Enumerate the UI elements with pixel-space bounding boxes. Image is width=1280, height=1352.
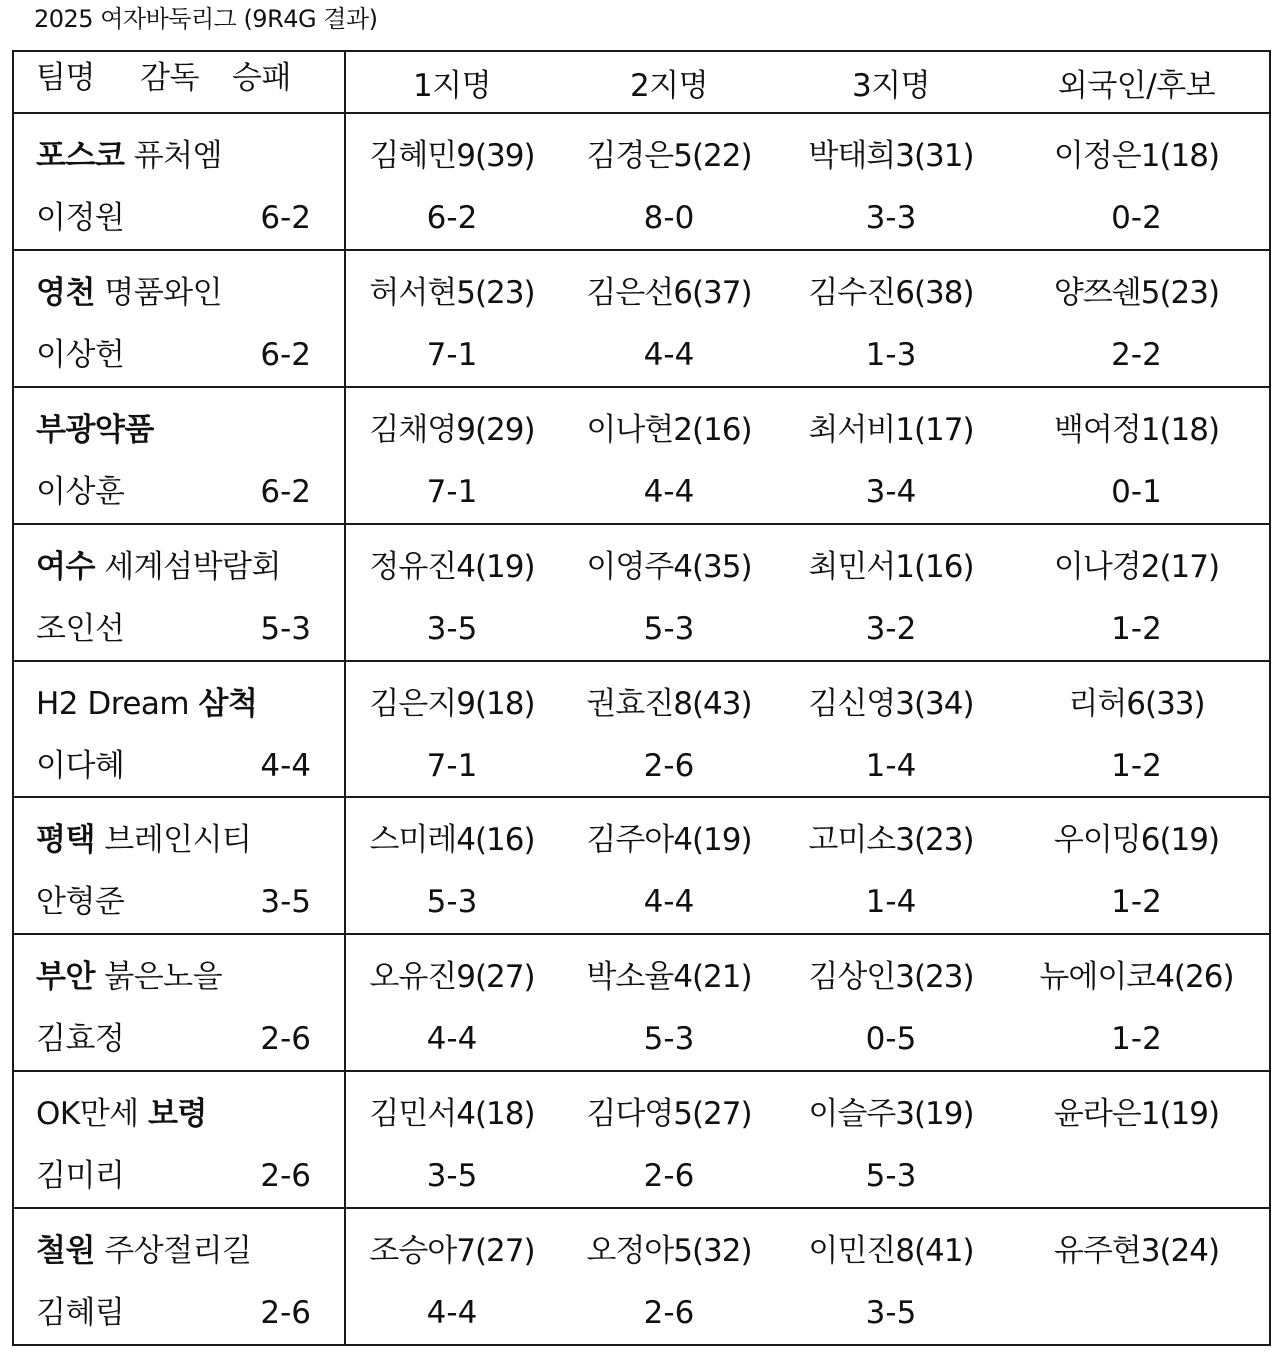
team-cell [13, 661, 345, 798]
player-record: 0-5 [865, 1021, 917, 1058]
player-name: 박태희3(31) [808, 138, 974, 174]
player-name: 박소율4(21) [586, 959, 752, 996]
player-name: 김채영9(29) [369, 411, 535, 448]
header-team-cell [13, 51, 345, 113]
team-name [36, 134, 222, 178]
player-entry [558, 388, 780, 523]
player-name: 우이밍6(19) [1053, 822, 1220, 859]
players-cell [345, 387, 1270, 524]
player-record: 5-3 [643, 1021, 695, 1058]
header-team: 팀명 [36, 60, 95, 96]
players-cell [345, 934, 1270, 1071]
player-name: 김상인3(23) [808, 959, 974, 996]
player-entry [558, 1072, 780, 1207]
player-entry [1002, 251, 1271, 386]
player-entry [780, 525, 1002, 660]
team-record: 2-6 [260, 1021, 311, 1058]
player-record: 1-4 [865, 884, 917, 921]
player-name: 백여정1(18) [1053, 411, 1220, 448]
player-record: 4-4 [643, 473, 695, 510]
team-name-bold: 포스코 [36, 138, 125, 174]
player-entry [346, 251, 558, 386]
player-entry [346, 662, 558, 797]
player-entry [1002, 1072, 1271, 1207]
team-name-bold: 영천 [36, 274, 95, 311]
team-name-rest: 브레인시티 [94, 822, 252, 859]
player-name: 이정은1(18) [1053, 138, 1220, 174]
player-entry [558, 798, 780, 933]
team-name-rest: 퓨처엠 [124, 138, 223, 174]
players-cell [345, 524, 1270, 661]
player-entry [780, 798, 1002, 933]
player-record: 5-3 [426, 884, 478, 921]
player-record: 3-5 [865, 1295, 917, 1331]
player-entry [780, 388, 1002, 523]
coach-name: 김미리 [36, 1158, 125, 1195]
coach-name: 이다혜 [36, 747, 125, 784]
player-entry [780, 251, 1002, 386]
team-name-bold: 부안 [36, 959, 95, 996]
player-record: 3-5 [426, 610, 478, 647]
team-name [36, 271, 222, 315]
player-record: 3-4 [865, 473, 917, 510]
player-name: 오정아5(32) [586, 1233, 752, 1269]
player-name: 정유진4(19) [369, 548, 535, 585]
player-entry [558, 525, 780, 660]
team-name-bold: 평택 [36, 822, 95, 859]
player-name: 이나현2(16) [586, 411, 752, 448]
player-name: 오유진9(27) [369, 959, 535, 996]
player-record: 1-2 [1111, 884, 1162, 921]
player-record: 2-6 [643, 747, 695, 784]
player-entry [558, 114, 780, 249]
player-entry [558, 662, 780, 797]
team-name-bold: 철원 [36, 1233, 95, 1269]
player-name: 이슬주3(19) [808, 1096, 974, 1133]
player-name: 조승아7(27) [369, 1233, 535, 1269]
team-record: 6-2 [260, 473, 311, 510]
player-record: 5-3 [643, 610, 695, 647]
team-cell [13, 250, 345, 387]
team-row [13, 797, 1270, 934]
player-entry [558, 251, 780, 386]
player-name: 양쯔쉔5(23) [1053, 274, 1220, 311]
player-record: 3-3 [865, 200, 917, 236]
player-name: 김주아4(19) [586, 822, 752, 859]
team-cell [13, 797, 345, 934]
players-cell [345, 1071, 1270, 1208]
header-pick-3: 3지명 [851, 67, 931, 104]
player-record: 1-3 [865, 336, 917, 373]
team-name-rest: 명품와인 [94, 274, 223, 311]
team-name-bold: 여수 [36, 548, 95, 585]
player-record: 7-1 [426, 336, 478, 373]
player-entry [1002, 798, 1271, 933]
team-cell [13, 1071, 345, 1208]
coach-name: 김효정 [36, 1021, 125, 1058]
team-record: 2-6 [260, 1295, 311, 1331]
coach-name: 이상훈 [36, 473, 125, 510]
team-record: 4-4 [260, 747, 311, 784]
team-name-rest: 주상절리길 [94, 1233, 252, 1269]
player-record: 1-2 [1111, 610, 1162, 647]
team-name [36, 1092, 207, 1136]
team-row [13, 387, 1270, 524]
player-entry [346, 798, 558, 933]
header-pick-2: 2지명 [629, 67, 709, 104]
team-name [36, 682, 257, 726]
coach-name: 안형준 [36, 884, 125, 921]
player-record: 2-6 [643, 1158, 695, 1195]
header-row [13, 51, 1270, 113]
player-entry [558, 1209, 780, 1344]
player-entry [1002, 388, 1271, 523]
player-name: 김경은5(22) [586, 138, 752, 174]
team-name [36, 818, 252, 862]
team-record: 2-6 [260, 1158, 311, 1195]
coach-name: 이정원 [36, 200, 125, 236]
team-name [36, 1229, 252, 1273]
player-entry [346, 388, 558, 523]
team-row [13, 661, 1270, 798]
player-entry [346, 525, 558, 660]
header-foreign-reserve: 외국인/후보 [1057, 67, 1216, 104]
coach-name: 김혜림 [36, 1295, 125, 1331]
player-entry [1002, 662, 1271, 797]
players-cell [345, 661, 1270, 798]
team-row [13, 524, 1270, 661]
player-entry [558, 935, 780, 1070]
team-record: 3-5 [260, 884, 311, 921]
player-name: 허서현5(23) [369, 274, 535, 311]
player-entry [780, 662, 1002, 797]
player-name: 유주현3(24) [1053, 1233, 1220, 1269]
team-name [36, 955, 222, 999]
player-entry [780, 114, 1002, 249]
team-name-bold: 삼척 [198, 685, 258, 722]
player-name: 윤라은1(19) [1053, 1096, 1220, 1133]
team-cell [13, 1208, 345, 1345]
team-record: 5-3 [260, 610, 311, 647]
results-table [12, 50, 1271, 1346]
player-name: 김은지9(18) [369, 685, 535, 722]
player-record: 4-4 [643, 336, 695, 373]
team-row [13, 1208, 1270, 1345]
coach-name: 이상헌 [36, 336, 125, 373]
player-record: 4-4 [426, 1021, 478, 1058]
player-entry [780, 935, 1002, 1070]
player-record: 2-2 [1111, 336, 1162, 373]
player-entry [346, 935, 558, 1070]
player-entry [780, 1209, 1002, 1344]
header-record: 승패 [232, 60, 291, 96]
player-entry [346, 1072, 558, 1207]
player-record: 5-3 [865, 1158, 917, 1195]
player-name: 이영주4(35) [586, 548, 752, 585]
players-cell [345, 113, 1270, 250]
player-record: 8-0 [643, 200, 695, 236]
team-name [36, 408, 154, 452]
player-entry [1002, 935, 1271, 1070]
player-record: 2-6 [643, 1295, 695, 1331]
player-name: 최서비1(17) [808, 411, 974, 448]
player-name: 이나경2(17) [1053, 548, 1220, 585]
header-pick-1: 1지명 [412, 67, 492, 104]
player-name: 뉴에이코4(26) [1039, 959, 1234, 996]
player-name: 김은선6(37) [586, 274, 752, 311]
player-name: 최민서1(16) [808, 548, 974, 585]
players-cell [345, 797, 1270, 934]
player-entry [780, 1072, 1002, 1207]
player-name: 리허6(33) [1068, 685, 1205, 722]
team-name-rest: 붉은노을 [94, 959, 223, 996]
player-entry [1002, 114, 1271, 249]
team-row [13, 113, 1270, 250]
player-entry [1002, 525, 1271, 660]
team-cell [13, 934, 345, 1071]
player-record: 7-1 [426, 747, 478, 784]
team-row [13, 250, 1270, 387]
player-record: 0-2 [1111, 200, 1162, 236]
player-record: 1-2 [1111, 1021, 1162, 1058]
team-name-rest: OK만세 [36, 1096, 148, 1133]
player-name: 고미소3(23) [808, 822, 974, 859]
team-name-bold: 보령 [147, 1096, 207, 1133]
player-record: 0-1 [1111, 473, 1162, 510]
team-name-rest: 세계섬박람회 [94, 548, 281, 585]
player-entry [346, 114, 558, 249]
player-record: 3-5 [426, 1158, 478, 1195]
player-name: 김민서4(18) [369, 1096, 535, 1133]
player-record: 7-1 [426, 473, 478, 510]
player-record: 4-4 [643, 884, 695, 921]
player-name: 김신영3(34) [808, 685, 974, 722]
players-cell [345, 250, 1270, 387]
player-entry [1002, 1209, 1271, 1344]
team-row [13, 934, 1270, 1071]
players-cell [345, 1208, 1270, 1345]
player-record: 6-2 [426, 200, 478, 236]
player-name: 김혜민9(39) [369, 138, 535, 174]
team-row [13, 1071, 1270, 1208]
player-record: 4-4 [426, 1295, 478, 1331]
team-name-rest: H2 Dream [36, 685, 199, 722]
player-name: 이민진8(41) [808, 1233, 974, 1269]
player-name: 김다영5(27) [586, 1096, 752, 1133]
team-record: 6-2 [260, 200, 311, 236]
player-name: 권효진8(43) [586, 685, 752, 722]
header-coach: 감독 [140, 60, 199, 96]
player-record: 1-4 [865, 747, 917, 784]
header-players-cell [345, 51, 1270, 113]
player-record: 3-2 [865, 610, 917, 647]
team-name [36, 545, 281, 589]
coach-name: 조인선 [36, 610, 125, 647]
player-name: 스미레4(16) [369, 822, 535, 859]
player-name: 김수진6(38) [808, 274, 974, 311]
team-name-bold: 부광약품 [36, 411, 154, 448]
team-record: 6-2 [260, 336, 311, 373]
team-cell [13, 113, 345, 250]
team-cell [13, 387, 345, 524]
page-title: 2025 여자바둑리그 (9R4G 결과) [34, 5, 378, 33]
player-record: 1-2 [1111, 747, 1162, 784]
player-entry [346, 1209, 558, 1344]
team-cell [13, 524, 345, 661]
